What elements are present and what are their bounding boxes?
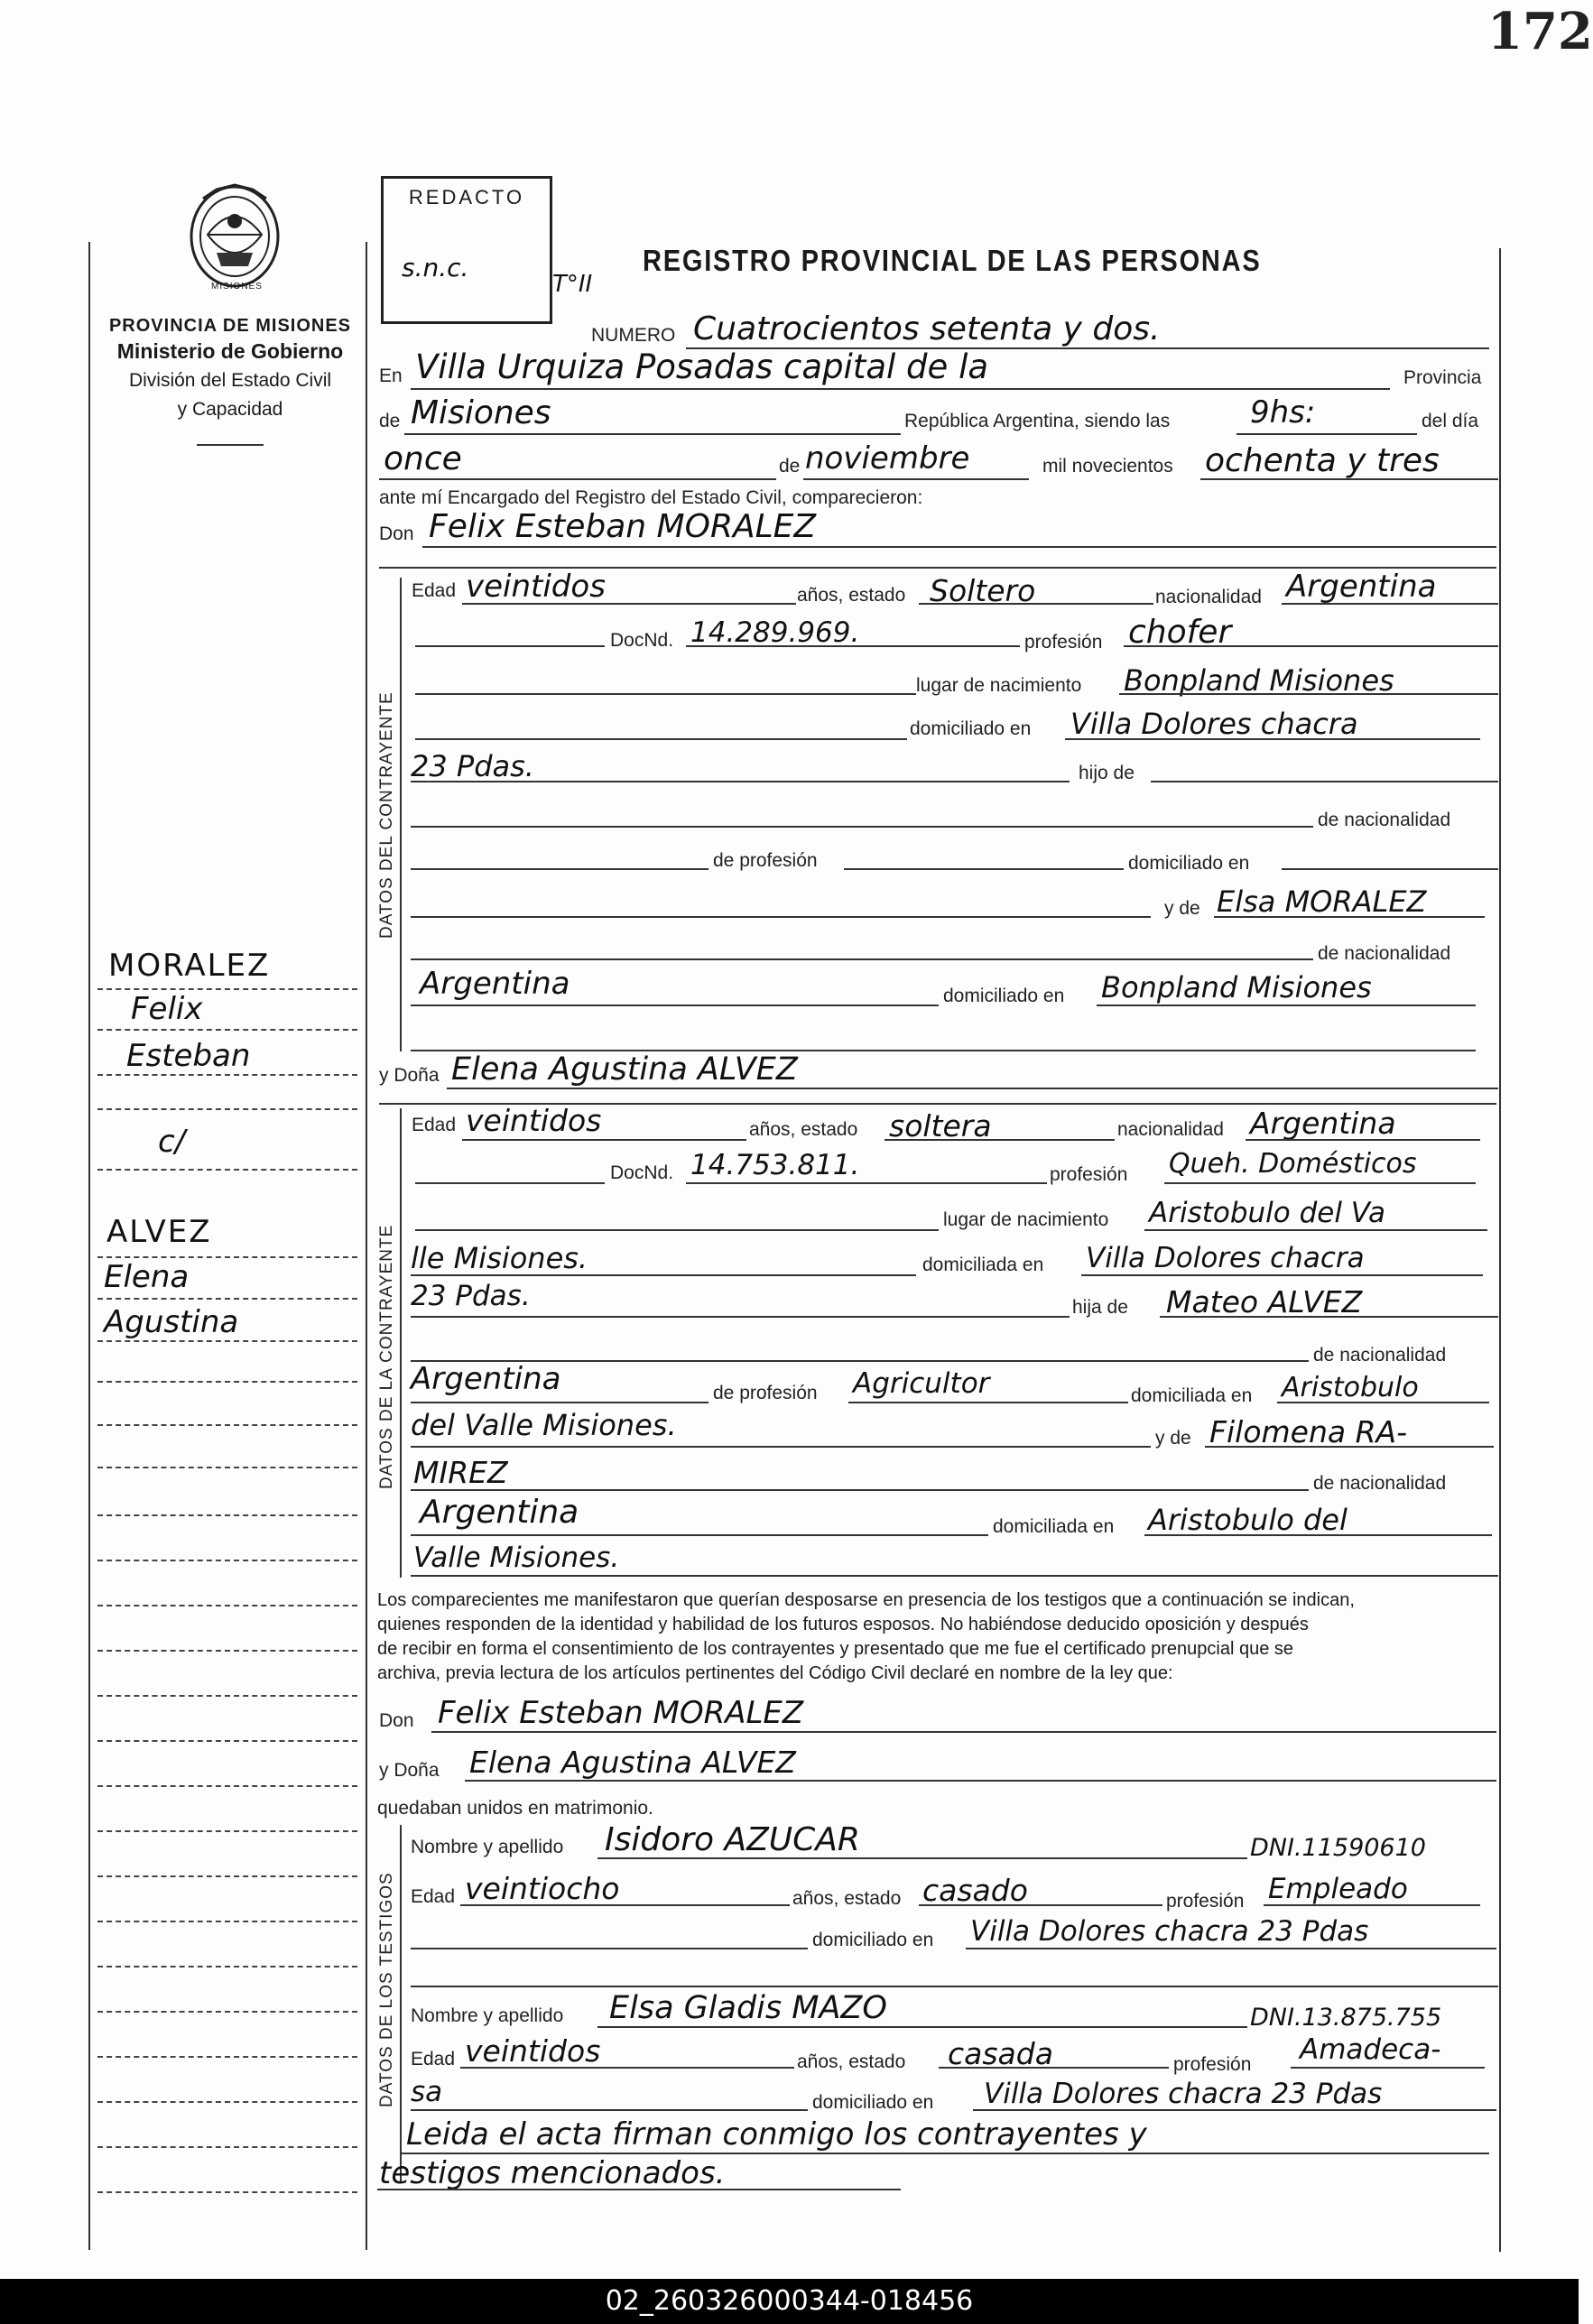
footer-id: 02_260326000344-018456 — [605, 2285, 974, 2317]
province-name: PROVINCIA DE MISIONES — [108, 316, 352, 336]
contrayente-madre-nacionalidad: Argentina — [420, 966, 570, 1002]
declaracion-dona: Elena Agustina ALVEZ — [469, 1745, 796, 1780]
margin-line — [97, 1074, 357, 1076]
de-profesion-label: de profesión — [713, 1383, 818, 1403]
underline — [1160, 1316, 1498, 1318]
acta-anio: ochenta y tres — [1205, 442, 1440, 479]
contrayente-nombre: Felix Esteban MORALEZ — [429, 508, 817, 545]
testigo2-edad: veintidos — [465, 2033, 601, 2069]
underline — [411, 388, 1390, 390]
contrayente-profesion: chofer — [1128, 614, 1232, 651]
lugar-nac-label: lugar de nacimiento — [943, 1209, 1109, 1230]
underline — [1282, 868, 1498, 870]
cierre-linea-2: testigos mencionados. — [379, 2155, 726, 2191]
y-de-label: y de — [1155, 1428, 1191, 1449]
margin-line — [97, 2011, 357, 2013]
contrayente-domicilio-1: Villa Dolores chacra — [1070, 707, 1358, 741]
anos-estado-label: años, estado — [749, 1119, 858, 1140]
contrayente-madre-domicilio: Bonpland Misiones — [1101, 970, 1372, 1005]
del-dia-label: del día — [1422, 411, 1479, 431]
redacto-stamp — [381, 176, 552, 324]
underline — [1081, 1274, 1483, 1276]
anos-estado-label: años, estado — [797, 585, 906, 606]
margin-line — [97, 1256, 357, 1258]
underline — [411, 1446, 1151, 1448]
lugar-nac-label: lugar de nacimiento — [916, 675, 1082, 696]
contrayenta-padre-profesion: Agricultor — [853, 1367, 990, 1400]
legal-text-block — [377, 1588, 1496, 1686]
margin-line — [97, 1650, 357, 1652]
underline — [415, 1229, 939, 1231]
underline — [411, 781, 1070, 782]
margin-line — [97, 1785, 357, 1787]
domiciliada-label: domiciliada en — [993, 1516, 1115, 1537]
contrayenta-lugar-nac-2: lle Misiones. — [411, 1241, 588, 1275]
underline — [1205, 1446, 1494, 1448]
anos-estado-label: años, estado — [792, 1888, 902, 1909]
underline — [415, 738, 907, 740]
nombre-apellido-label: Nombre y apellido — [411, 1837, 564, 1857]
underline — [431, 1731, 1496, 1733]
margin-conector: c/ — [158, 1124, 186, 1160]
datos-contrayente-label: DATOS DEL CONTRAYENTE — [377, 691, 396, 939]
contrayenta-padre-domicilio-2: del Valle Misiones. — [411, 1408, 677, 1442]
underline — [411, 916, 1151, 918]
underline — [686, 1182, 1047, 1184]
margin-apellido-1: MORALEZ — [108, 948, 271, 984]
underline — [411, 1986, 1498, 1987]
contrayenta-domicilio-1: Villa Dolores chacra — [1086, 1242, 1365, 1274]
redacto-label: REDACTO — [408, 186, 525, 208]
domiciliado-label: domiciliado en — [1128, 853, 1250, 874]
right-border-line — [1499, 248, 1501, 2252]
testigo1-profesion: Empleado — [1268, 1873, 1408, 1905]
profesion-label: profesión — [1166, 1891, 1245, 1912]
en-label: En — [379, 366, 403, 386]
margin-line — [97, 1298, 357, 1300]
margin-nombre-1a: Felix — [131, 991, 203, 1027]
testigo2-domicilio: Villa Dolores chacra 23 Pdas — [984, 2078, 1383, 2110]
acta-dia: once — [384, 440, 462, 477]
contrayenta-doc: 14.753.811. — [690, 1149, 860, 1181]
domiciliado-label: domiciliado en — [812, 2092, 934, 2113]
underline — [402, 2153, 1489, 2154]
margin-line — [97, 1695, 357, 1697]
republica-label: República Argentina, siendo las — [904, 411, 1171, 431]
margin-line — [97, 1029, 357, 1031]
underline — [1282, 603, 1498, 605]
margin-line — [97, 1830, 357, 1832]
redacto-value: s.n.c. — [402, 253, 469, 282]
ministry-name: Ministerio de Gobierno — [116, 339, 344, 363]
margin-line — [97, 988, 357, 990]
y-dona-label: y Doña — [379, 1760, 440, 1781]
margin-line — [97, 1381, 357, 1383]
underline — [411, 1534, 988, 1536]
contrayente-nacionalidad: Argentina — [1286, 569, 1437, 605]
margin-line — [97, 1560, 357, 1561]
don-label: Don — [379, 1710, 414, 1731]
underline — [411, 1575, 1498, 1577]
underline — [1200, 478, 1498, 480]
legal-text-line: quienes responden de la identidad y habilidad de los futuros esposos. No habiéndose deducido oposición y después — [377, 1615, 1309, 1634]
underline — [1144, 1229, 1487, 1231]
de-profesion-label: de profesión — [713, 850, 818, 871]
provincial-seal — [181, 181, 289, 298]
contrayente-madre: Elsa MORALEZ — [1217, 884, 1427, 919]
profesion-label: profesión — [1050, 1164, 1128, 1185]
testigo1-edad: veintiocho — [465, 1871, 620, 1906]
contrayenta-madre-nacionalidad: Argentina — [420, 1494, 579, 1531]
underline — [460, 1904, 790, 1906]
contrayenta-edad: veintidos — [466, 1103, 602, 1138]
nombre-apellido-label: Nombre y apellido — [411, 2005, 564, 2026]
left-margin-line — [88, 242, 90, 2250]
underline — [411, 868, 709, 870]
de-nacionalidad-label: de nacionalidad — [1318, 810, 1451, 830]
underline — [411, 826, 1313, 828]
underline — [422, 546, 1496, 548]
declaracion-don: Felix Esteban MORALEZ — [438, 1695, 804, 1731]
margin-nombre-2a: Elena — [104, 1259, 190, 1295]
contrayente-estado: Soltero — [930, 573, 1036, 608]
contrayenta-estado: soltera — [889, 1108, 992, 1143]
contrayente-box-left — [400, 578, 402, 1051]
underline — [1236, 433, 1417, 435]
contrayente-lugar-nac: Bonpland Misiones — [1124, 663, 1394, 698]
de-label: de — [379, 411, 401, 431]
testigo2-doc: DNI.13.875.755 — [1250, 2004, 1442, 2032]
contrayenta-domicilio-2: 23 Pdas. — [411, 1280, 531, 1312]
underline — [379, 478, 776, 480]
de2-label: de — [779, 456, 801, 477]
underline — [1124, 645, 1498, 647]
underline — [447, 1088, 1498, 1089]
margin-line — [97, 1467, 357, 1468]
provincia-label: Provincia — [1403, 367, 1482, 388]
testigo1-doc: DNI.11590610 — [1250, 1834, 1426, 1862]
edad-label: Edad — [412, 1115, 457, 1135]
cierre-linea-1: Leida el acta firman conmigo los contrayentes y — [406, 2116, 1147, 2153]
ante-mi-text: ante mí Encargado del Registro del Estado Civil, comparecieron: — [379, 487, 923, 508]
underline — [803, 478, 1029, 480]
underline — [411, 958, 1313, 960]
hija-de-label: hija de — [1072, 1297, 1128, 1318]
underline — [462, 1139, 746, 1141]
edad-label: Edad — [411, 1886, 456, 1907]
margin-line — [97, 1169, 357, 1171]
underline — [1065, 738, 1480, 740]
page-number: 172 — [1487, 2, 1593, 61]
quedaban-text: quedaban unidos en matrimonio. — [377, 1798, 653, 1819]
underline — [1119, 693, 1498, 695]
testigo1-domicilio: Villa Dolores chacra 23 Pdas — [970, 1915, 1369, 1948]
numero-label: NUMERO — [591, 325, 676, 346]
underline — [411, 1489, 1309, 1491]
y-de-label: y de — [1164, 898, 1200, 919]
footer-bar — [0, 2279, 1579, 2324]
division-line-2: y Capacidad — [177, 399, 283, 420]
y-dona-label: y Doña — [379, 1065, 440, 1086]
contrayenta-nacionalidad: Argentina — [1250, 1106, 1396, 1141]
margin-line — [97, 1108, 357, 1110]
margin-line — [97, 1875, 357, 1877]
division-line-1: División del Estado Civil — [128, 370, 332, 391]
underline — [844, 868, 1124, 870]
margin-line — [97, 2146, 357, 2148]
datos-testigos-label: DATOS DE LOS TESTIGOS — [377, 1872, 396, 2107]
underline — [1246, 1139, 1480, 1141]
underline — [939, 2067, 1169, 2069]
margin-apellido-2: ALVEZ — [107, 1214, 212, 1250]
contrayenta-box-left — [400, 1108, 402, 1578]
de-nacionalidad-label: de nacionalidad — [1313, 1345, 1447, 1366]
margin-line — [97, 1424, 357, 1426]
datos-la-contrayente-label: DATOS DE LA CONTRAYENTE — [377, 1224, 396, 1489]
contrayenta-madre-2: MIREZ — [413, 1455, 508, 1490]
testigo1-estado: casado — [922, 1873, 1028, 1908]
underline — [411, 1316, 1070, 1318]
testigo2-profesion-1: Amadeca- — [1300, 2033, 1441, 2066]
margin-line — [97, 1966, 357, 1968]
page-title: REGISTRO PROVINCIAL DE LAS PERSONAS — [643, 244, 1262, 277]
underline — [462, 603, 796, 605]
acta-mes: noviembre — [805, 440, 970, 477]
underline — [411, 1948, 808, 1949]
underline — [415, 1182, 605, 1184]
nacionalidad-label: nacionalidad — [1155, 587, 1262, 607]
acta-provincia: Misiones — [411, 394, 551, 431]
acta-lugar: Villa Urquiza Posadas capital de la — [415, 347, 989, 386]
margin-line — [97, 2056, 357, 2058]
margin-line — [97, 1740, 357, 1742]
testigo2-profesion-2: sa — [411, 2076, 443, 2108]
contrayenta-profesion: Queh. Domésticos — [1169, 1148, 1417, 1180]
margin-line — [97, 1514, 357, 1516]
contrayenta-madre-domicilio-1: Aristobulo del — [1148, 1503, 1348, 1537]
de-nacionalidad-label: de nacionalidad — [1318, 943, 1451, 964]
testigo2-estado: casada — [948, 2036, 1053, 2071]
contrayenta-nombre: Elena Agustina ALVEZ — [451, 1051, 798, 1088]
contrayenta-padre-domicilio-1: Aristobulo — [1282, 1372, 1419, 1403]
underline — [1097, 1005, 1476, 1006]
de-nacionalidad-label: de nacionalidad — [1313, 1473, 1447, 1494]
legal-text-line: archiva, previa lectura de los artículos pertinentes del Código Civil declaré en nombre de la ley que: — [377, 1663, 1173, 1683]
seal-text: MISIONES — [211, 282, 263, 292]
anos-estado-label: años, estado — [797, 2051, 906, 2072]
contrayente-domicilio-2: 23 Pdas. — [411, 749, 534, 783]
margin-nombre-2b: Agustina — [104, 1304, 239, 1340]
underline — [973, 2109, 1496, 2111]
underline — [597, 1857, 1247, 1859]
profesion-label: profesión — [1024, 632, 1103, 653]
underline — [919, 1904, 1162, 1906]
underline — [884, 1139, 1115, 1141]
underline — [1291, 2067, 1485, 2069]
acta-numero: Cuatrocientos setenta y dos. — [693, 310, 1161, 347]
underline — [404, 433, 901, 435]
underline — [848, 1402, 1128, 1403]
contrayenta-lugar-nac-1: Aristobulo del Va — [1149, 1197, 1386, 1229]
underline — [465, 1780, 1496, 1782]
underline — [415, 693, 916, 695]
header-divider — [197, 444, 264, 446]
margin-line — [97, 2191, 357, 2193]
domiciliado-label: domiciliado en — [910, 718, 1032, 739]
nacionalidad-label: nacionalidad — [1117, 1119, 1224, 1140]
domiciliada-label: domiciliada en — [922, 1255, 1044, 1275]
underline — [597, 2026, 1247, 2028]
margin-line — [97, 1921, 357, 1922]
underline — [1164, 1182, 1476, 1184]
margin-nombre-1b: Esteban — [126, 1038, 251, 1074]
underline — [919, 603, 1153, 605]
domiciliada-label: domiciliada en — [1131, 1385, 1253, 1406]
domiciliado-label: domiciliado en — [943, 986, 1065, 1006]
underline — [460, 2067, 794, 2069]
underline — [1277, 1402, 1489, 1403]
legal-text-line: Los comparecientes me manifestaron que querían desposarse en presencia de los testigos que a continuación se indican, — [377, 1590, 1355, 1610]
testigos-box-left — [400, 1825, 402, 2181]
acta-hora: 9hs: — [1250, 394, 1316, 431]
underline — [377, 2189, 901, 2190]
center-divider-line — [366, 242, 367, 2250]
contrayenta-padre: Mateo ALVEZ — [1166, 1284, 1363, 1319]
contrayenta-madre-domicilio-2: Valle Misiones. — [413, 1542, 620, 1574]
contrayenta-madre-1: Filomena RA- — [1209, 1414, 1407, 1449]
contrayenta-padre-nacionalidad: Argentina — [411, 1361, 561, 1397]
contrayente-edad: veintidos — [466, 569, 606, 605]
mil-novecientos-label: mil novecientos — [1042, 456, 1173, 477]
don-label: Don — [379, 523, 414, 544]
profesion-label: profesión — [1173, 2054, 1252, 2075]
underline — [1151, 781, 1498, 782]
legal-text-line: de recibir en forma el consentimiento de los contrayentes y presentado que me fue el certificado prenupcial que se — [377, 1639, 1294, 1659]
edad-label: Edad — [412, 580, 457, 601]
doc-label: DocNd. — [610, 630, 674, 651]
hijo-de-label: hijo de — [1079, 763, 1135, 783]
underline — [686, 645, 1020, 647]
margin-line — [97, 1340, 357, 1342]
edad-label: Edad — [411, 2049, 456, 2069]
contrayente-doc: 14.289.969. — [690, 616, 860, 649]
underline — [415, 645, 605, 647]
underline — [1144, 1534, 1492, 1536]
underline — [411, 2109, 808, 2111]
underline — [1214, 916, 1485, 918]
underline — [411, 1005, 939, 1006]
doc-label: DocNd. — [610, 1162, 674, 1183]
tomo-label: T°II — [552, 271, 593, 298]
underline — [411, 1402, 709, 1403]
testigo1-nombre: Isidoro AZUCAR — [605, 1821, 860, 1858]
underline — [411, 1274, 916, 1276]
testigo2-nombre: Elsa Gladis MAZO — [609, 1990, 887, 2026]
margin-line — [97, 2101, 357, 2103]
underline — [1264, 1904, 1480, 1906]
domiciliado-label: domiciliado en — [812, 1930, 934, 1950]
underline — [966, 1948, 1496, 1949]
margin-line — [97, 1605, 357, 1606]
